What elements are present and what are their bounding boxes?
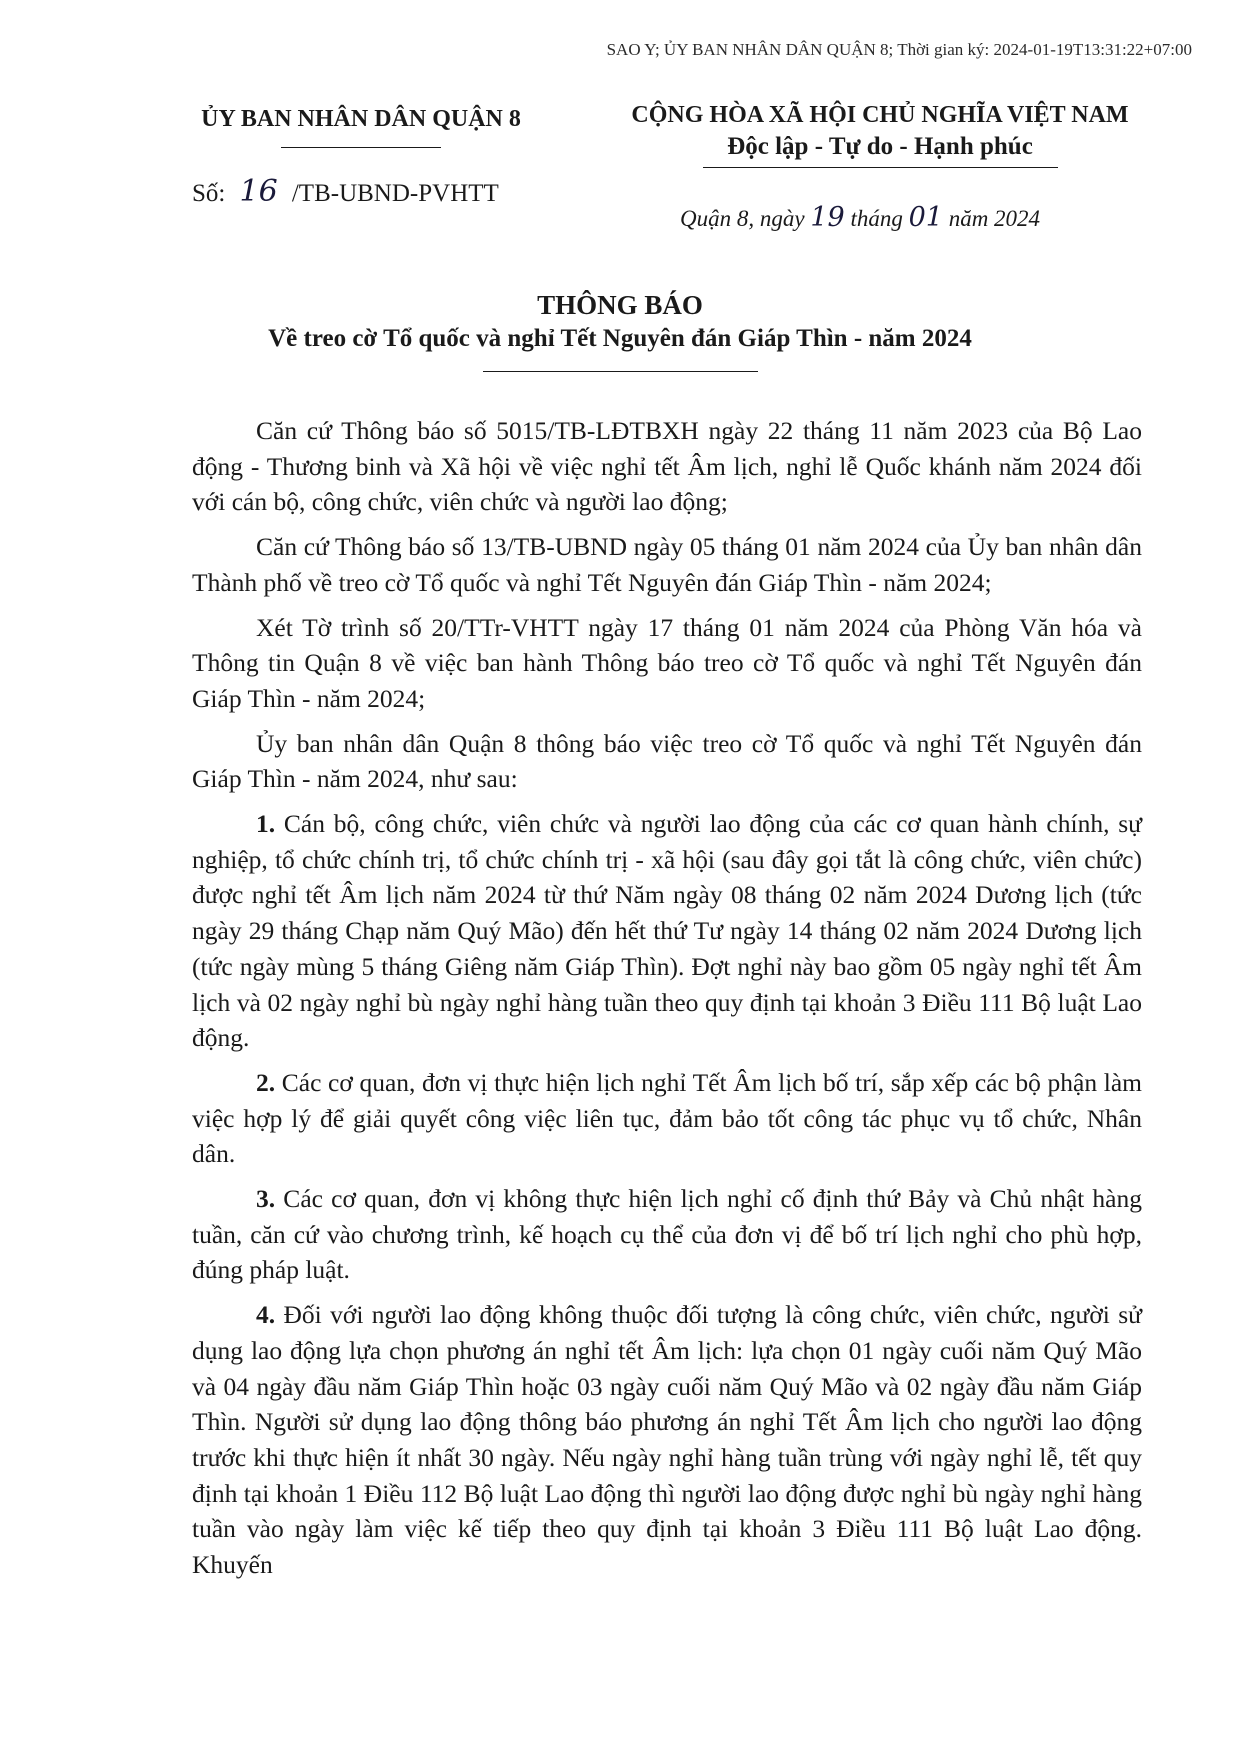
doc-number-handwritten: 16: [239, 174, 278, 209]
date-month-handwritten: 01: [908, 202, 943, 233]
item-2: [192, 1065, 1142, 1172]
document-title-block: [0, 290, 1240, 372]
item-4: [192, 1297, 1142, 1583]
date-suffix: năm 2024: [942, 206, 1041, 231]
item-2-number: 2.: [256, 1067, 276, 1097]
doc-number-prefix: Số:: [192, 180, 226, 207]
item-3: [192, 1181, 1142, 1288]
date-prefix: Quận 8, ngày: [680, 206, 811, 231]
item-1-text: Cán bộ, công chức, viên chức và người lao động của các cơ quan hành chính, sự nghiệp, tổ chức chính trị, tổ chức chính trị - xã hội (sau đây gọi tắt là công chức, viên chức) được nghỉ tết Âm lịch năm 2024 từ thứ Năm ngày 08 tháng 02 năm 2024 Dương lịch (tức ngày 29 tháng Chạp năm Quý Mão) đến hết thứ Tư ngày 14 tháng 02 năm 2024 Dương lịch (tức ngày mùng 5 tháng Giêng năm Giáp Thìn). Đợt nghỉ này bao gồm 05 ngày nghỉ tết Âm lịch và 02 ngày nghỉ bù ngày nghỉ hàng tuần theo quy định tại khoản 3 Điều 111 Bộ luật Lao động.: [192, 809, 1142, 1053]
authority-name: ỦY BAN NHÂN DÂN QUẬN 8: [201, 106, 521, 132]
digital-signature-stamp: SAO Y; ỦY BAN NHÂN DÂN QUẬN 8; Thời gian ký: 2024-01-19T13:31:22+07:00: [606, 40, 1192, 59]
title-underline: [483, 371, 758, 372]
paragraph-announcement: Ủy ban nhân dân Quận 8 thông báo việc treo cờ Tổ quốc và nghỉ Tết Nguyên đán Giáp Thìn - năm 2024, như sau:: [192, 728, 1142, 794]
doc-number-suffix: /TB-UBND-PVHTT: [291, 180, 499, 207]
document-number: [192, 174, 499, 209]
nation-name: CỘNG HÒA XÃ HỘI CHỦ NGHĨA VIỆT NAM: [631, 102, 1129, 128]
document-body: [192, 413, 1142, 1592]
paragraph-basis-3: Xét Tờ trình số 20/TTr-VHTT ngày 17 tháng 01 năm 2024 của Phòng Văn hóa và Thông tin Quận 8 về việc ban hành Thông báo treo cờ Tổ quốc và nghỉ Tết Nguyên đán Giáp Thìn - năm 2024;: [192, 612, 1142, 713]
item-3-text: Các cơ quan, đơn vị không thực hiện lịch nghỉ cố định thứ Bảy và Chủ nhật hàng tuần, căn cứ vào chương trình, kế hoạch cụ thể của đơn vị để bố trí lịch nghỉ cho phù hợp, đúng pháp luật.: [192, 1184, 1142, 1285]
item-1: [192, 806, 1142, 1056]
motto-underline: [703, 167, 1058, 168]
item-2-text: Các cơ quan, đơn vị thực hiện lịch nghỉ Tết Âm lịch bố trí, sắp xếp các bộ phận làm việc hợp lý để giải quyết công việc liên tục, đảm bảo tốt công tác phục vụ tổ chức, Nhân dân.: [192, 1067, 1142, 1169]
issuing-authority: [176, 106, 546, 148]
item-3-number: 3.: [256, 1184, 276, 1214]
item-4-text: Đối với người lao động không thuộc đối tượng là công chức, viên chức, người sử dụng lao động lựa chọn phương án nghỉ tết Âm lịch: lựa chọn 01 ngày cuối năm Quý Mão và 04 ngày đầu năm Giáp Thìn hoặc 03 ngày cuối năm Quý Mão và 02 ngày đầu năm Giáp Thìn. Người sử dụng lao động thông báo phương án nghỉ Tết Âm lịch cho người lao động trước khi thực hiện ít nhất 30 ngày. Nếu ngày nghỉ hàng tuần trùng với ngày nghỉ lễ, tết quy định tại khoản 1 Điều 112 Bộ luật Lao động thì người lao động được nghỉ bù ngày nghỉ hàng tuần vào ngày làm việc kế tiếp theo quy định tại khoản 3 Điều 111 Bộ luật Lao động. Khuyến: [192, 1300, 1142, 1580]
authority-underline: [281, 147, 441, 148]
national-motto: Độc lập - Tự do - Hạnh phúc: [727, 133, 1033, 160]
item-1-number: 1.: [256, 809, 276, 839]
date-day-handwritten: 19: [810, 202, 845, 233]
document-title: THÔNG BÁO: [537, 290, 703, 320]
issue-date: [680, 202, 1040, 233]
date-mid: tháng: [844, 206, 909, 231]
paragraph-basis-2: Căn cứ Thông báo số 13/TB-UBND ngày 05 tháng 01 năm 2024 của Ủy ban nhân dân Thành phố về treo cờ Tổ quốc và nghỉ Tết Nguyên đán Giáp Thìn - năm 2024;: [192, 532, 1142, 597]
item-4-number: 4.: [256, 1300, 276, 1330]
document-subtitle: Về treo cờ Tổ quốc và nghỉ Tết Nguyên đán Giáp Thìn - năm 2024: [268, 325, 972, 352]
national-heading: [600, 102, 1160, 168]
paragraph-basis-1: Căn cứ Thông báo số 5015/TB-LĐTBXH ngày 22 tháng 11 năm 2023 của Bộ Lao động - Thương binh và Xã hội về việc nghỉ tết Âm lịch, nghỉ lễ Quốc khánh năm 2024 đối với cán bộ, công chức, viên chức và người lao động;: [192, 416, 1142, 517]
